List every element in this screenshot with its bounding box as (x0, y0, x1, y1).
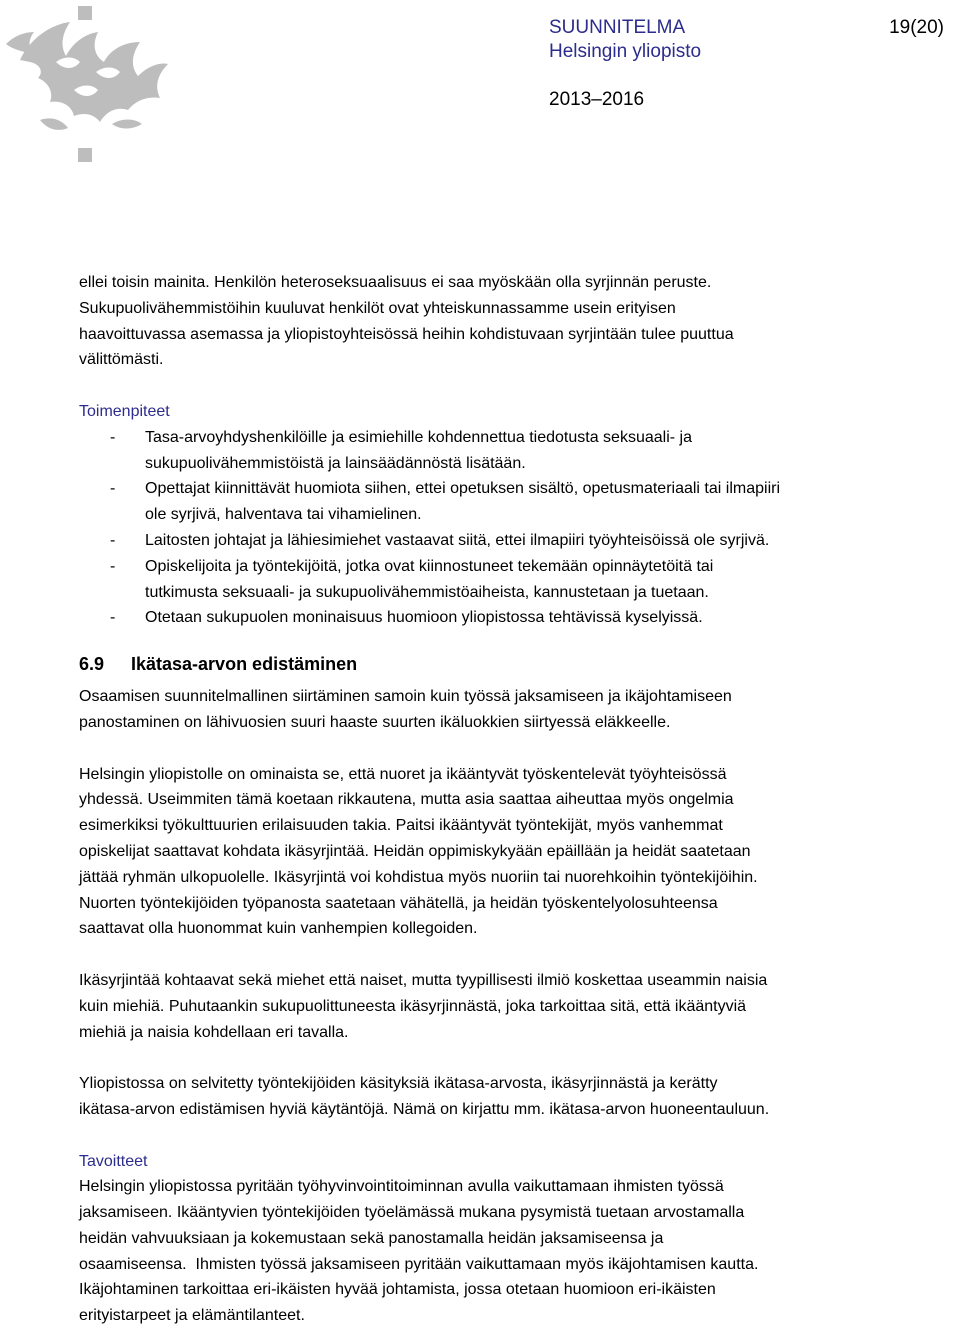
text-line: Yliopistossa on selvitetty työntekijöiden käsityksiä ikätasa-arvosta, ikäsyrjinnästä ja kerätty (79, 1075, 718, 1093)
text-line: miehiä ja naisia kohdellaan eri tavalla. (79, 1023, 349, 1041)
goals-heading: Tavoitteet (79, 1152, 148, 1170)
text-line: sukupuolivähemmistöistä ja lainsäädännöstä lisätään. (145, 454, 526, 472)
text-line: esimerkiksi työkulttuurien erilaisuuden takia. Paitsi ikääntyvät työntekijät, myös vanhemmat (79, 817, 723, 835)
list-item: - Opiskelijoita ja työntekijöitä, jotka ovat kiinnostuneet tekemään opinnäytetöitä tai tutkimusta seksuaali- ja sukupuolivähemmistöaiheista, kannustetaan ja tuetaan. (110, 557, 714, 601)
list-item: - Opettajat kiinnittävät huomiota siihen, ettei opetuksen sisältö, opetusmateriaali tai ilmapiiri ole syrjivä, halventava tai vihamielinen. (110, 480, 780, 524)
text-line: saattavat olla huonommat kuin vanhempien kollegoiden. (79, 920, 478, 938)
text-line: opiskelijat saattavat kohdata ikäsyrjintää. Heidän oppimiskykyään epäillään ja heidät saatetaan (79, 842, 751, 860)
text-line: ole syrjivä, halventava tai vihamielinen. (145, 506, 422, 524)
paragraph (79, 762, 879, 943)
paragraph (79, 1071, 879, 1123)
organization-name: Helsingin yliopisto (549, 41, 702, 62)
text-line: ikätasa-arvon edistämisen hyviä käytäntöjä. Nämä on kirjattu mm. ikätasa-arvon huoneentauluun. (79, 1100, 770, 1118)
plan-years: 2013–2016 (549, 89, 645, 110)
text-line: Tasa-arvoyhdyshenkilöille ja esimiehille kohdennettua tiedotusta seksuaali- ja (145, 428, 692, 446)
list-item: - Laitosten johtajat ja lähiesimiehet vastaavat siitä, ettei ilmapiiri työyhteisöissä ole syrjivä. (110, 531, 770, 549)
document-body (79, 270, 879, 1329)
text-line: Sukupuolivähemmistöihin kuuluvat henkilöt ovat yhteiskunnassamme usein erityisen (79, 299, 676, 317)
paragraph (79, 968, 879, 1045)
text-line: jättää ryhmän ulkopuolelle. Ikäsyrjintä voi kohdistua myös nuoriin tai nuorehkoihin työntekijöihin. (79, 868, 758, 886)
text-line: Opettajat kiinnittävät huomiota siihen, ettei opetuksen sisältö, opetusmateriaali tai ilmapiiri (145, 480, 780, 498)
text-line: osaamiseensa. Ihmisten työssä jaksamiseen pyritään vaikuttamaan myös ikäjohtamisen kautta. (79, 1255, 759, 1273)
text-line: Helsingin yliopistossa pyritään työhyvinvointitoiminnan avulla vaikuttamaan ihmisten työssä (79, 1178, 724, 1196)
text-line: haavoittuvassa asemassa ja yliopistoyhteisössä heihin kohdistuvaan syrjintään tulee puuttua (79, 325, 734, 343)
text-line: ellei toisin mainita. Henkilön heteroseksuaalisuus ei saa myöskään olla syrjinnän peruste. (79, 274, 712, 291)
text-line: yhdessä. Useimmiten tämä koetaan rikkautena, mutta asia saattaa aiheuttaa myös ongelmia (79, 791, 734, 809)
text-line: välittömästi. (79, 351, 164, 369)
university-logo-icon (0, 0, 178, 170)
text-line: Helsingin yliopistolle on ominaista se, että nuoret ja ikääntyvät työskentelevät työyhteisössä (79, 765, 727, 783)
text-line: Opiskelijoita ja työntekijöitä, jotka ovat kiinnostuneet tekemään opinnäytetöitä tai (145, 557, 714, 575)
text-line: jaksamiseen. Ikääntyvien työntekijöiden työelämässä mukana pysymistä tuetaan arvostamalla (79, 1204, 745, 1222)
section-number: 6.9 (79, 654, 105, 675)
text-line: Osaamisen suunnitelmallinen siirtäminen samoin kuin työssä jaksamiseen ja ikäjohtamiseen (79, 688, 732, 706)
text-line: Ikäsyrjintää kohtaavat sekä miehet että naiset, mutta tyypillisesti ilmiö koskettaa useammin naisia (79, 971, 768, 989)
section-title: Ikätasa-arvon edistäminen (131, 654, 358, 675)
text-line: tutkimusta seksuaali- ja sukupuolivähemmistöaiheista, kannustetaan ja tuetaan. (145, 583, 709, 601)
text-line: heidän vahvuuksiaan ja kokemustaan sekä panostamalla heidän jaksamiseensa ja (79, 1229, 664, 1247)
goals-paragraph (79, 1174, 879, 1329)
text-line: Laitosten johtajat ja lähiesimiehet vastaavat siitä, ettei ilmapiiri työyhteisöissä ole syrjivä. (145, 531, 770, 549)
section-heading (79, 653, 879, 675)
intro-paragraph (79, 270, 879, 373)
actions-list (79, 425, 879, 631)
actions-heading: Toimenpiteet (79, 402, 170, 420)
document-type-title: SUUNNITELMA (549, 17, 686, 38)
text-line: erityistarpeet ja elämäntilanteet. (79, 1307, 305, 1325)
text-line: Ikäjohtaminen tarkoittaa eri-ikäisten hyvää johtamista, jossa otetaan huomioon eri-ikäisten (79, 1281, 716, 1299)
list-item: - Tasa-arvoyhdyshenkilöille ja esimiehille kohdennettua tiedotusta seksuaali- ja sukupuolivähemmistöistä ja lainsäädännöstä lisätään. (110, 428, 692, 472)
paragraph (79, 684, 879, 736)
list-item: - Otetaan sukupuolen moninaisuus huomioon yliopistossa tehtävissä kyselyissä. (110, 609, 703, 627)
page-number: 19(20) (889, 17, 944, 38)
text-line: panostaminen on lähivuosien suuri haaste suurten ikäluokkien siirtyessä eläkkeelle. (79, 713, 671, 731)
text-line: Otetaan sukupuolen moninaisuus huomioon yliopistossa tehtävissä kyselyissä. (145, 609, 703, 627)
text-line: kuin miehiä. Puhutaankin sukupuolittuneesta ikäsyrjinnästä, joka tarkoittaa sitä, että ikääntyviä (79, 997, 747, 1015)
text-line: Nuorten työntekijöiden työpanosta saatetaan vähätellä, ja heidän työskentelyolosuhteensa (79, 894, 718, 912)
